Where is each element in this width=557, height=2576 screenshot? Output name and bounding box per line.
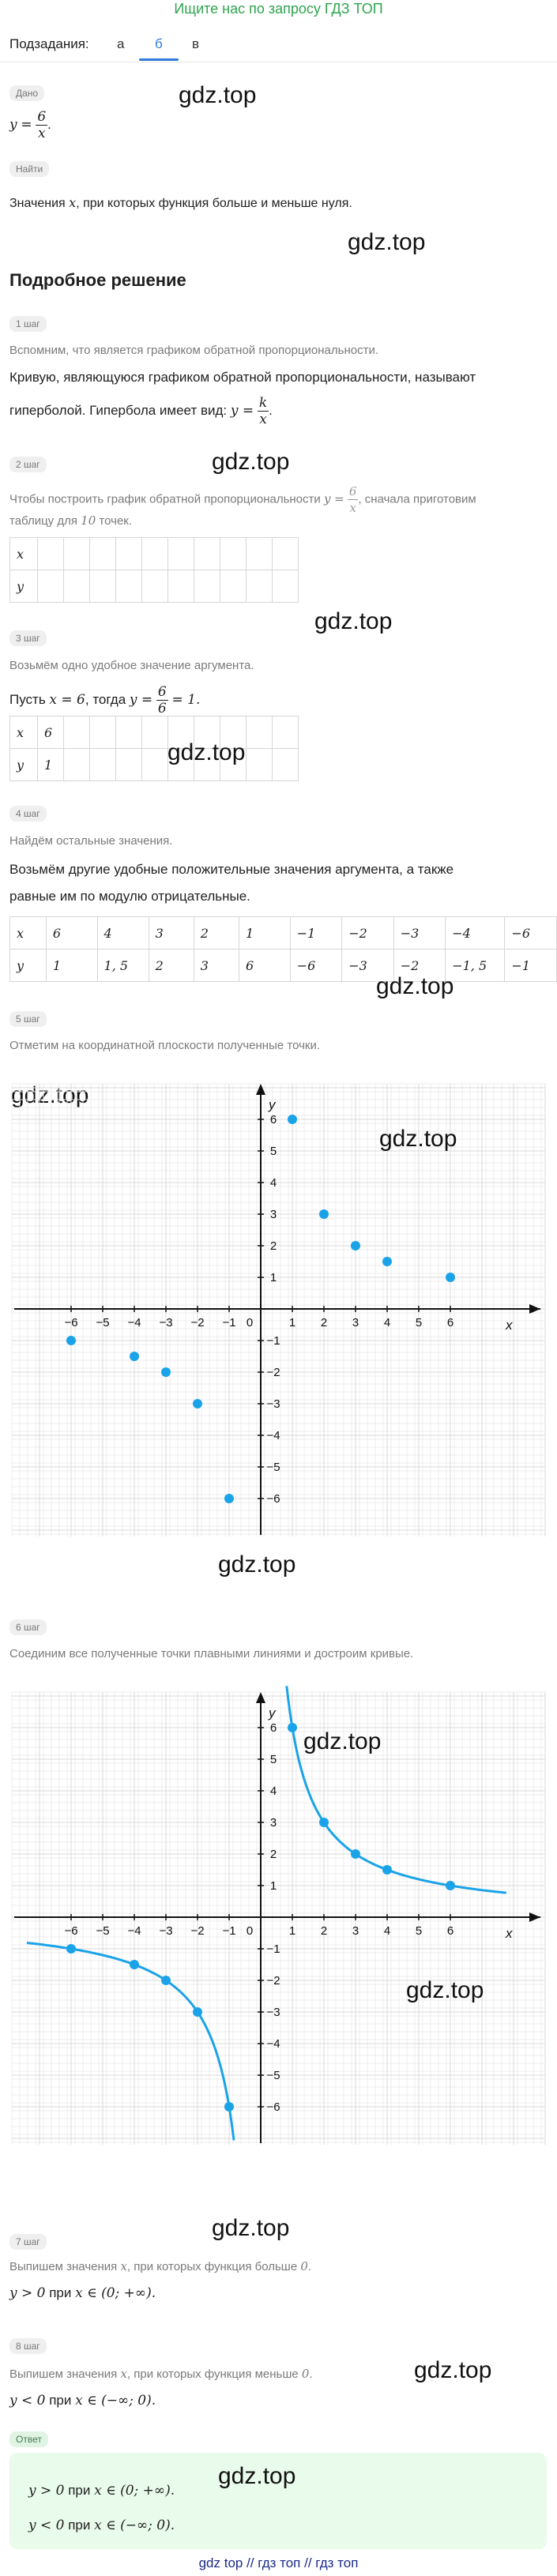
watermark: gdz.top <box>303 1728 382 1754</box>
given-formula: y = $\frac{6}{x}$ . <box>9 109 51 141</box>
x-tick-label: 5 <box>415 1924 423 1938</box>
table-cell: 1, 5 <box>97 950 149 982</box>
table-cell: −1 <box>290 917 342 950</box>
y-tick-label: 2 <box>269 1239 277 1253</box>
data-point <box>66 1944 76 1954</box>
table-cell: 2 <box>149 950 194 982</box>
find-pill: Найти <box>9 161 49 177</box>
table-cell: −2 <box>342 917 394 950</box>
watermark: gdz.top <box>218 2463 296 2489</box>
table-cell: −2 <box>393 950 446 982</box>
step-4-hint: Найдём остальные значения. <box>9 834 173 848</box>
y-axis-label: y <box>269 1097 276 1112</box>
points-chart <box>0 1074 557 1548</box>
x-tick-label: −3 <box>159 1316 173 1329</box>
table-cell: −4 <box>446 917 505 950</box>
table-cell: x <box>10 917 47 950</box>
table-row <box>10 716 299 749</box>
data-point <box>288 1115 297 1124</box>
given-fraction: $\frac{6}{x}$ <box>37 109 47 141</box>
x-tick-label: −4 <box>127 1316 141 1329</box>
x-tick-label: 0 <box>246 1316 254 1329</box>
active-tab-indicator <box>139 58 179 61</box>
x-axis-arrow <box>529 1304 540 1314</box>
solution-title: Подробное решение <box>9 270 186 290</box>
step-6-hint: Соединим все полученные точки плавными линиями и достроим кривые. <box>9 1647 414 1660</box>
values-table <box>9 916 557 982</box>
x-tick-label: −1 <box>222 1316 236 1329</box>
y-tick-label: −3 <box>266 2006 280 2019</box>
y-tick-label: −4 <box>266 2037 280 2051</box>
watermark: gdz.top <box>179 82 257 108</box>
data-point <box>288 1723 297 1732</box>
data-point <box>446 1273 455 1282</box>
table-cell: 3 <box>194 950 239 982</box>
watermark: gdz.top <box>167 739 246 765</box>
one-value-table <box>9 716 299 781</box>
y-axis-arrow <box>256 1084 265 1095</box>
subtask-tab-b[interactable]: б <box>155 36 163 51</box>
y-tick-label: −2 <box>266 1366 280 1379</box>
watermark: gdz.top <box>406 1977 484 2003</box>
y-tick-label: −3 <box>266 1397 280 1411</box>
y-tick-label: −1 <box>266 1942 280 1956</box>
table-cell: 3 <box>149 917 194 950</box>
table-cell: 2 <box>194 917 239 950</box>
y-tick-label: −5 <box>266 2069 280 2082</box>
y-tick-label: 6 <box>269 1721 277 1735</box>
step-8-pill: 8 шаг <box>9 2338 47 2354</box>
data-point <box>351 1849 360 1859</box>
step-3-pill: 3 шаг <box>9 630 47 646</box>
step-8-hint: Выпишем значения x, при которых функция меньше 0. <box>9 2367 313 2381</box>
y-tick-label: −5 <box>266 1461 280 1474</box>
step-7-hint: Выпишем значения x, при которых функция больше 0. <box>9 2259 312 2273</box>
x-tick-label: −5 <box>96 1924 110 1938</box>
y-tick-label: −6 <box>266 2100 280 2114</box>
y-tick-label: 1 <box>269 1271 277 1284</box>
step-7-result: y > 0 при x ∈ (0; +∞). <box>9 2285 156 2301</box>
table-cell: y <box>10 570 38 603</box>
table-row <box>10 570 299 603</box>
step-6-pill: 6 шаг <box>9 1619 47 1635</box>
step-3-fraction: $\frac{6}{6}$ <box>157 684 167 716</box>
step-2-fraction: $\frac{6}{x}$ <box>348 484 357 515</box>
table-cell: 6 <box>38 716 64 749</box>
watermark: gdz.top <box>348 229 426 255</box>
x-tick-label: 2 <box>320 1316 328 1329</box>
y-axis-arrow <box>256 1692 265 1703</box>
x-tick-label: −6 <box>64 1924 78 1938</box>
data-point <box>446 1881 455 1890</box>
x-tick-label: −5 <box>96 1316 110 1329</box>
hyperbola-chart <box>0 1683 557 2157</box>
step-1-line1: Кривую, являющуюся графиком обратной пропорциональности, называют <box>9 370 476 385</box>
answer-line-1: y > 0 при x ∈ (0; +∞). <box>28 2483 175 2499</box>
x-tick-label: −2 <box>190 1316 205 1329</box>
x-tick-label: 4 <box>383 1316 391 1329</box>
step-2-hint: Чтобы построить график обратной пропорциональности y = $\frac{6}{x}$ , сначала приготовим <box>9 484 476 515</box>
table-row <box>10 917 557 950</box>
table-cell: x <box>10 716 38 749</box>
step-1-hint: Вспомним, что является графиком обратной пропорциональности. <box>9 344 378 357</box>
x-tick-label: −1 <box>222 1924 236 1938</box>
data-point <box>319 1818 329 1827</box>
table-cell: 6 <box>239 950 290 982</box>
step-1-pill: 1 шаг <box>9 316 47 332</box>
data-point <box>382 1865 392 1875</box>
table-cell: y <box>10 950 47 982</box>
x-axis-label: x <box>506 1318 513 1333</box>
table-cell: −6 <box>290 950 342 982</box>
data-point <box>130 1960 139 1969</box>
y-tick-label: 5 <box>269 1753 277 1766</box>
data-point <box>224 2102 234 2112</box>
y-tick-label: 2 <box>269 1848 277 1861</box>
find-text: Значения x, при которых функция больше и меньше нуля. <box>9 195 352 210</box>
step-5-pill: 5 шаг <box>9 1011 47 1027</box>
watermark: gdz.top <box>379 1126 457 1152</box>
given-y: y <box>9 116 17 133</box>
y-tick-label: 1 <box>269 1879 277 1893</box>
data-point <box>319 1209 329 1219</box>
x-tick-label: 3 <box>352 1924 359 1938</box>
x-tick-label: 4 <box>383 1924 391 1938</box>
table-cell: −6 <box>505 917 557 950</box>
step-4-line1: Возьмём другие удобные положительные значения аргумента, а также <box>9 862 454 877</box>
x-tick-label: 1 <box>288 1316 296 1329</box>
y-tick-label: 6 <box>269 1113 277 1126</box>
given-pill: Дано <box>9 85 44 101</box>
watermark: gdz.top <box>212 2215 290 2241</box>
x-tick-label: 6 <box>446 1924 454 1938</box>
step-2-pill: 2 шаг <box>9 457 47 472</box>
step-3-text: Пусть x = 6, тогда y = $\frac{6}{6}$ = 1. <box>9 684 201 716</box>
x-axis-label: x <box>506 1926 513 1941</box>
x-axis-arrow <box>529 1912 540 1922</box>
table-cell: 4 <box>97 917 149 950</box>
x-tick-label: 6 <box>446 1316 454 1329</box>
answer-line-2: y < 0 при x ∈ (−∞; 0). <box>28 2518 175 2533</box>
table-cell: −3 <box>342 950 394 982</box>
y-tick-label: 3 <box>269 1816 277 1830</box>
y-tick-label: 4 <box>269 1176 277 1190</box>
step-1-fraction: $\frac{k}{x}$ <box>258 395 268 427</box>
x-tick-label: −6 <box>64 1316 78 1329</box>
step-4-pill: 4 шаг <box>9 806 47 822</box>
data-point <box>382 1257 392 1266</box>
table-cell: −1 <box>505 950 557 982</box>
data-point <box>66 1336 76 1345</box>
x-tick-label: −4 <box>127 1924 141 1938</box>
watermark: gdz.top <box>376 973 454 999</box>
step-4-line2: равные им по модулю отрицательные. <box>9 889 250 904</box>
y-tick-label: −4 <box>266 1429 280 1442</box>
table-row <box>10 950 557 982</box>
x-tick-label: −2 <box>190 1924 205 1938</box>
watermark: gdz.top <box>218 1551 296 1578</box>
step-1-line2: гиперболой. Гипербола имеет вид: y = $\frac{k}{x}$ . <box>9 395 273 427</box>
data-point <box>161 1976 171 1985</box>
footer-links[interactable]: gdz top // гдз топ // гдз топ <box>198 2555 359 2570</box>
table-cell: 1 <box>38 749 64 781</box>
step-8-result: y < 0 при x ∈ (−∞; 0). <box>9 2393 156 2409</box>
x-tick-label: 0 <box>246 1924 254 1938</box>
x-tick-label: 3 <box>352 1316 359 1329</box>
table-cell: 1 <box>46 950 97 982</box>
y-tick-label: 4 <box>269 1784 277 1798</box>
top-banner[interactable]: Ищите нас по запросу ГДЗ ТОП <box>174 1 383 17</box>
y-tick-label: 5 <box>269 1145 277 1158</box>
watermark: gdz.top <box>11 1082 89 1108</box>
watermark: gdz.top <box>414 2357 492 2383</box>
step-3-hint: Возьмём одно удобное значение аргумента. <box>9 659 254 672</box>
given-eq: = <box>21 116 32 133</box>
y-tick-label: −2 <box>266 1974 280 1987</box>
watermark: gdz.top <box>212 449 290 475</box>
data-point <box>193 1399 202 1408</box>
x-tick-label: −3 <box>159 1924 173 1938</box>
y-tick-label: −6 <box>266 1492 280 1506</box>
table-cell: x <box>10 538 38 570</box>
subtask-tab-a[interactable]: а <box>117 36 125 51</box>
subtasks-label: Подзадания: <box>9 36 89 51</box>
data-point <box>161 1367 171 1377</box>
subtask-tab-v[interactable]: в <box>192 36 200 51</box>
y-axis-label: y <box>269 1705 276 1720</box>
step-5-hint: Отметим на координатной плоскости полученные точки. <box>9 1039 321 1052</box>
table-row <box>10 538 299 570</box>
step-7-pill: 7 шаг <box>9 2234 47 2250</box>
table-cell: −3 <box>393 917 446 950</box>
watermark: gdz.top <box>314 608 393 634</box>
table-cell: −1, 5 <box>446 950 505 982</box>
table-row <box>10 749 299 781</box>
x-tick-label: 2 <box>320 1924 328 1938</box>
x-tick-label: 1 <box>288 1924 296 1938</box>
table-cell: y <box>10 749 38 781</box>
data-point <box>351 1241 360 1250</box>
data-point <box>130 1352 139 1361</box>
data-point <box>193 2007 202 2017</box>
data-point <box>224 1494 234 1503</box>
answer-pill: Ответ <box>9 2431 48 2447</box>
x-tick-label: 5 <box>415 1316 423 1329</box>
empty-value-table <box>9 537 299 603</box>
table-cell: 6 <box>46 917 97 950</box>
y-tick-label: −1 <box>266 1334 280 1348</box>
table-cell: 1 <box>239 917 290 950</box>
y-tick-label: 3 <box>269 1208 277 1221</box>
step-2-hint-2: таблицу для 10 точек. <box>9 513 133 528</box>
